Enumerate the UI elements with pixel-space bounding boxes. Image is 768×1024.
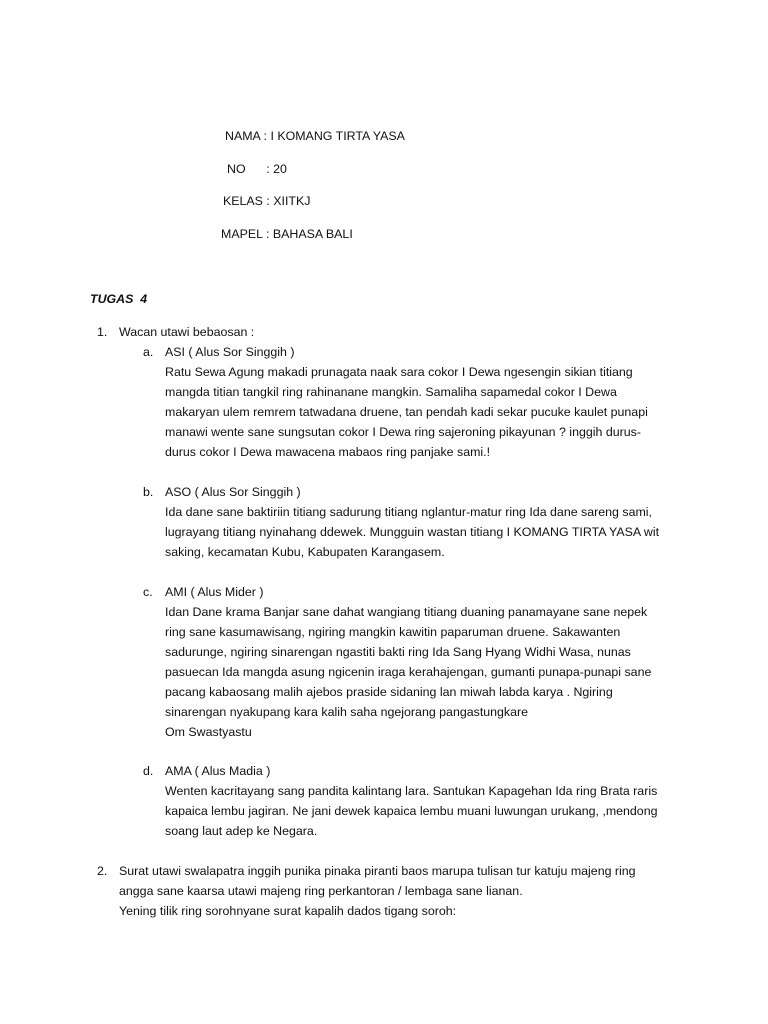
subitem-b-letter: b. xyxy=(143,485,154,499)
subitem-a-paragraph xyxy=(165,362,685,462)
subitem-c-paragraph xyxy=(165,602,685,742)
subitem-c-letter: c. xyxy=(143,585,153,599)
paragraph-line: pasuecan Ida mangda asung ngicenin iraga kerahajengan, gumanti punapa-punapi sane xyxy=(165,665,652,679)
subitem-c-label: AMI ( Alus Mider ) xyxy=(165,585,264,599)
student-class: KELAS : XIITKJ xyxy=(223,194,311,208)
item-1-number: 1. xyxy=(97,325,108,339)
paragraph-line: lugrayang titiang nyinahang ddewek. Mungguin wastan titiang I KOMANG TIRTA YASA wit xyxy=(165,525,660,539)
item-1-text: Wacan utawi bebaosan : xyxy=(119,325,255,339)
subitem-b-label: ASO ( Alus Sor Singgih ) xyxy=(165,485,301,499)
paragraph-line: Idan Dane krama Banjar sane dahat wangiang titiang duaning panamayane sane nepek xyxy=(165,605,648,619)
paragraph-line: mangda titian tangkil ring rahinanane mangkin. Samaliha sapamedal cokor I Dewa xyxy=(165,385,617,399)
paragraph-line: kapaica lembu jagiran. Ne jani dewek kapaica lembu muani luwungan urukang, ,mendong xyxy=(165,804,658,818)
paragraph-line: saking, kecamatan Kubu, Kabupaten Karangasem. xyxy=(165,545,445,559)
paragraph-line: soang laut adep ke Negara. xyxy=(165,824,318,838)
student-name: NAMA : I KOMANG TIRTA YASA xyxy=(225,129,405,143)
item-2-paragraph xyxy=(119,861,679,921)
subitem-b-paragraph xyxy=(165,502,685,562)
subitem-d-letter: d. xyxy=(143,764,154,778)
paragraph-line: sadurunge, ngiring sinarengan ngastiti bakti ring Ida Sang Hyang Widhi Wasa, nunas xyxy=(165,645,631,659)
paragraph-line: durus cokor I Dewa mawacena mabaos ring panjake sami.! xyxy=(165,445,491,459)
subitem-d-label: AMA ( Alus Madia ) xyxy=(165,764,271,778)
paragraph-line: pacang kabaosang malih ajebos praside sidaning lan miwah labda karya . Ngiring xyxy=(165,685,613,699)
subject: MAPEL : BAHASA BALI xyxy=(221,227,353,241)
student-number: NO : 20 xyxy=(227,162,287,176)
paragraph-line: Surat utawi swalapatra inggih punika pinaka piranti baos marupa tulisan tur katuju majeng ring xyxy=(119,864,636,878)
paragraph-line: Yening tilik ring sorohnyane surat kapalih dados tigang soroh: xyxy=(119,904,457,918)
paragraph-line: sinarengan nyakupang kara kalih saha ngejorang pangastungkare xyxy=(165,705,529,719)
subitem-a-label: ASI ( Alus Sor Singgih ) xyxy=(165,345,295,359)
subitem-a-letter: a. xyxy=(143,345,154,359)
paragraph-line: ring sane kasumawisang, ngiring mangkin kawitin paparuman druene. Sakawanten xyxy=(165,625,621,639)
subitem-d-paragraph xyxy=(165,781,685,841)
paragraph-line: manawi wente sane sungsutan cokor I Dewa ring sajeroning pikayunan ? inggih durus- xyxy=(165,425,641,439)
assignment-title: TUGAS 4 xyxy=(90,292,148,306)
paragraph-line: Ida dane sane baktiriin titiang sadurung titiang nglantur-matur ring Ida dane sareng sami, xyxy=(165,505,652,519)
item-2-number: 2. xyxy=(97,864,108,878)
paragraph-line: angga sane kaarsa utawi majeng ring perkantoran / lembaga sane lianan. xyxy=(119,884,523,898)
paragraph-line: makaryan ulem remrem tatwadana druene, tan pendah kadi sekar pucuke kaulet punapi xyxy=(165,405,648,419)
paragraph-line: Ratu Sewa Agung makadi prunagata naak sara cokor I Dewa ngesengin sikian titiang xyxy=(165,365,633,379)
paragraph-line: Wenten kacritayang sang pandita kalintang lara. Santukan Kapagehan Ida ring Brata raris xyxy=(165,784,658,798)
paragraph-line: Om Swastyastu xyxy=(165,725,252,739)
